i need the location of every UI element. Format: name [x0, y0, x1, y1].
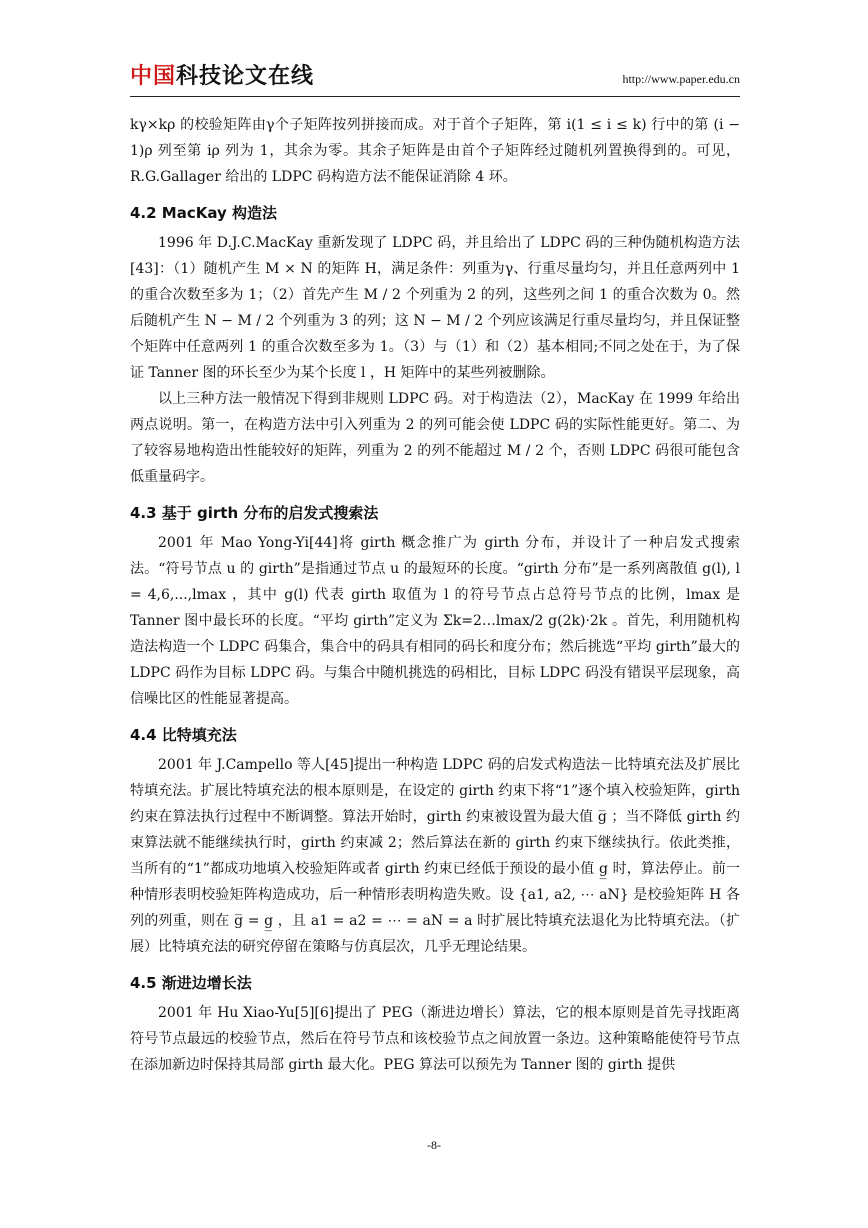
section-heading-4-4: 4.4 比特填充法 — [130, 726, 237, 744]
page-number: -8- — [427, 1138, 441, 1152]
section-heading-4-5: 4.5 渐进边增长法 — [130, 974, 252, 992]
paper-body — [130, 112, 740, 1078]
section-heading-4-3: 4.3 基于 girth 分布的启发式搜索法 — [130, 504, 379, 522]
header-url[interactable]: http://www.paper.edu.cn — [622, 72, 740, 86]
paragraph: kγ×kρ 的校验矩阵由γ个子矩阵按列拼接而成。对于首个子矩阵，第 i(1 ≤ i ≤ k) 行中的第 (i − 1)ρ 列至第 iρ 列为 1，其余为零。其余子矩阵是由首个子矩阵经过随机列置换得到的。可见，R.G.Gallager 给出的 LDPC 码构造方法不能保证消除 4 环。 — [130, 117, 740, 185]
page-header — [130, 62, 740, 97]
paragraph: 1996 年 D.J.C.MacKay 重新发现了 LDPC 码，并且给出了 LDPC 码的三种伪随机构造方法[43]：（1）随机产生 M × N 的矩阵 H，满足条件：列重为γ、行重尽量均匀，并且任意两列中 1 的重合次数至多为 1；（2）首先产生 M / 2 个列重为 2 的列，这些列之间 1 的重合次数为 0。然后随机产生 N − M / 2 个列重为 3 的列；这 N − M / 2 个列应该满足行重尽量均匀，并且保证整个矩阵中任意两列 1 的重合次数至多为 1。（3）与（1）和（2）基本相同;不同之处在于，为了保证 Tanner 图的环长至少为某个长度 l ，H 矩阵中的某些列被删除。 — [130, 235, 740, 381]
journal-logo — [130, 62, 314, 92]
paragraph: 2001 年 Mao Yong-Yi[44]将 girth 概念推广为 girth 分布，并设计了一种启发式搜索法。“符号节点 u 的 girth”是指通过节点 u 的最短环的长度。“girth 分布”是一系列离散值 g(l), l = 4,6,...,lmax ，其中 g(l) 代表 girth 取值为 l 的符号节点占总符号节点的比例，lmax 是 Tanner 图中最长环的长度。“平均 girth”定义为 Σk=2…lmax/2 g(2k)·2k 。首先，利用随机构造法构造一个 LDPC 码集合，集合中的码具有相同的码长和度分布；然后挑选“平均 girth”最大的 LDPC 码作为目标 LDPC 码。与集合中随机挑选的码相比，目标 LDPC 码没有错误平层现象，高信噪比区的性能显著提高。 — [130, 535, 740, 707]
logo-text-dark: 科技论文在线 — [176, 64, 315, 89]
paragraph: 2001 年 Hu Xiao-Yu[5][6]提出了 PEG（渐进边增长）算法，它的根本原则是首先寻找距离符号节点最远的校验节点，然后在符号节点和该校验节点之间放置一条边。这种策略能使符号节点在添加新边时保持其局部 girth 最大化。PEG 算法可以预先为 Tanner 图的 girth 提供 — [130, 1005, 740, 1073]
logo-text-red: 中国 — [130, 64, 177, 89]
section-heading-4-2: 4.2 MacKay 构造法 — [130, 204, 278, 222]
paragraph: 2001 年 J.Campello 等人[45]提出一种构造 LDPC 码的启发式构造法－比特填充法及扩展比特填充法。扩展比特填充法的根本原则是，在设定的 girth 约束下将“1”逐个填入校验矩阵，girth 约束在算法执行过程中不断调整。算法开始时，girth 约束被设置为最大值 g̅ ；当不降低 girth 约束算法就不能继续执行时，girth 约束减 2；然后算法在新的 girth 约束下继续执行。依此类推，当所有的“1”都成功地填入校验矩阵或者 girth 约束已经低于预设的最小值 g̲ 时，算法停止。前一种情形表明校验矩阵构造成功，后一种情形表明构造失败。设 {a1, a2, ⋯ aN} 是校验矩阵 H 各列的列重，则在 g̅ = g̲ ，且 a1 = a2 = ⋯ = aN = a 时扩展比特填充法退化为比特填充法。（扩展）比特填充法的研究停留在策略与仿真层次，几乎无理论结果。 — [130, 757, 740, 955]
paragraph: 以上三种方法一般情况下得到非规则 LDPC 码。对于构造法（2），MacKay 在 1999 年给出两点说明。第一，在构造方法中引入列重为 2 的列可能会使 LDPC 码的实际性能更好。第二、为了较容易地构造出性能较好的矩阵，列重为 2 的列不能超过 M / 2 个，否则 LDPC 码很可能包含低重量码字。 — [130, 391, 740, 485]
